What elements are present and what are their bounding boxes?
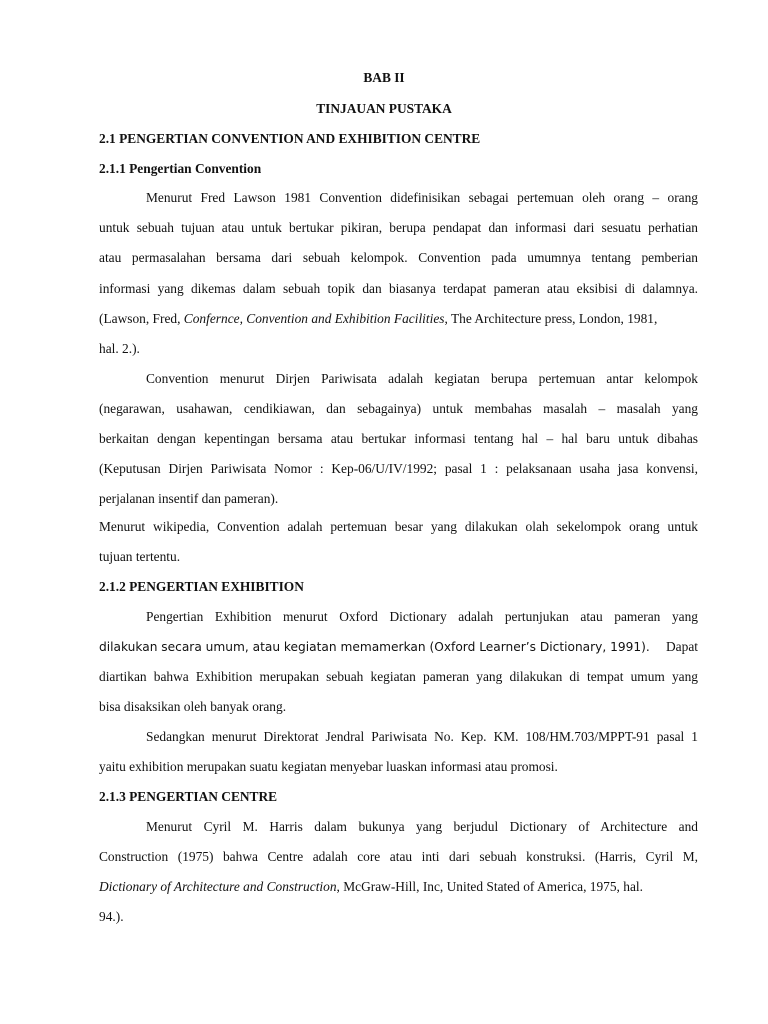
paragraph-line: Construction (1975) bahwa Centre adalah core atau inti dari sebuah konstruksi. (Harris, Cyril M, — [99, 849, 698, 864]
paragraph-line: perjalanan insentif dan pameran). — [99, 491, 279, 506]
paragraph-line: Convention menurut Dirjen Pariwisata adalah kegiatan berupa pertemuan antar kelompok — [146, 371, 698, 386]
paragraph-line: hal. 2.). — [99, 341, 140, 356]
subsection-heading-2-1-2: 2.1.2 PENGERTIAN EXHIBITION — [99, 579, 304, 594]
subsection-heading-2-1-1: 2.1.1 Pengertian Convention — [99, 161, 262, 176]
citation-book-title: Dictionary of Architecture and Construction — [99, 879, 337, 894]
paragraph-line: diartikan bahwa Exhibition merupakan sebuah kegiatan pameran yang dilakukan di tempat umum yang — [99, 669, 698, 684]
oxford-citation-text: dilakukan secara umum, atau kegiatan memamerkan (Oxford Learner’s Dictionary, 1991). — [99, 640, 650, 654]
subsection-heading-2-1-3: 2.1.3 PENGERTIAN CENTRE — [99, 789, 278, 804]
paragraph-line: berkaitan dengan kepentingan bersama atau bertukar informasi tentang hal – hal baru untuk dibahas — [99, 431, 698, 446]
chapter-number: BAB II — [363, 70, 405, 85]
paragraph-line: Sedangkan menurut Direktorat Jendral Pariwisata No. Kep. KM. 108/HM.703/MPPT-91 pasal 1 — [146, 729, 698, 744]
paragraph-line: untuk sebuah tujuan atau untuk bertukar pikiran, berupa pendapat dan informasi dari sesuatu perhatian — [99, 220, 698, 235]
paragraph-line: atau permasalahan bersama dari sebuah kelompok. Convention pada umumnya tentang pemberian — [99, 250, 698, 265]
paragraph-line: bisa disaksikan oleh banyak orang. — [99, 699, 287, 714]
section-heading-2-1: 2.1 PENGERTIAN CONVENTION AND EXHIBITION CENTRE — [99, 131, 481, 146]
citation-prefix: (Lawson, Fred, — [99, 311, 184, 326]
citation-line — [99, 879, 698, 895]
paragraph-line: Menurut wikipedia, Convention adalah pertemuan besar yang dilakukan olah sekelompok orang untuk — [99, 519, 698, 534]
citation-line — [99, 311, 698, 327]
citation-suffix: , McGraw-Hill, Inc, United Stated of America, 1975, hal. — [336, 879, 643, 894]
paragraph-text: Dapat — [666, 639, 698, 654]
paragraph-line: yaitu exhibition merupakan suatu kegiatan menyebar luaskan informasi atau promosi. — [99, 759, 558, 774]
citation-suffix: , The Architecture press, London, 1981, — [444, 311, 658, 326]
paragraph-line: (Keputusan Dirjen Pariwisata Nomor : Kep-06/U/IV/1992; pasal 1 : pelaksanaan usaha jasa konvensi, — [99, 461, 698, 476]
chapter-title: TINJAUAN PUSTAKA — [316, 101, 452, 116]
paragraph-line: (negarawan, usahawan, cendikiawan, dan sebagainya) untuk membahas masalah – masalah yang — [99, 401, 698, 416]
paragraph-line: 94.). — [99, 909, 124, 924]
paragraph-line — [99, 639, 698, 655]
paragraph-line: informasi yang dikemas dalam sebuah topik dan biasanya terdapat pameran atau eksibisi di dalamnya. — [99, 281, 698, 296]
paragraph-line: Pengertian Exhibition menurut Oxford Dictionary adalah pertunjukan atau pameran yang — [146, 609, 698, 624]
paragraph-line: Menurut Fred Lawson 1981 Convention didefinisikan sebagai pertemuan oleh orang – orang — [146, 190, 698, 205]
paragraph-line: tujuan tertentu. — [99, 549, 181, 564]
paragraph-line: Menurut Cyril M. Harris dalam bukunya yang berjudul Dictionary of Architecture and — [146, 819, 698, 834]
citation-book-title: Confernce, Convention and Exhibition Facilities — [183, 311, 445, 326]
